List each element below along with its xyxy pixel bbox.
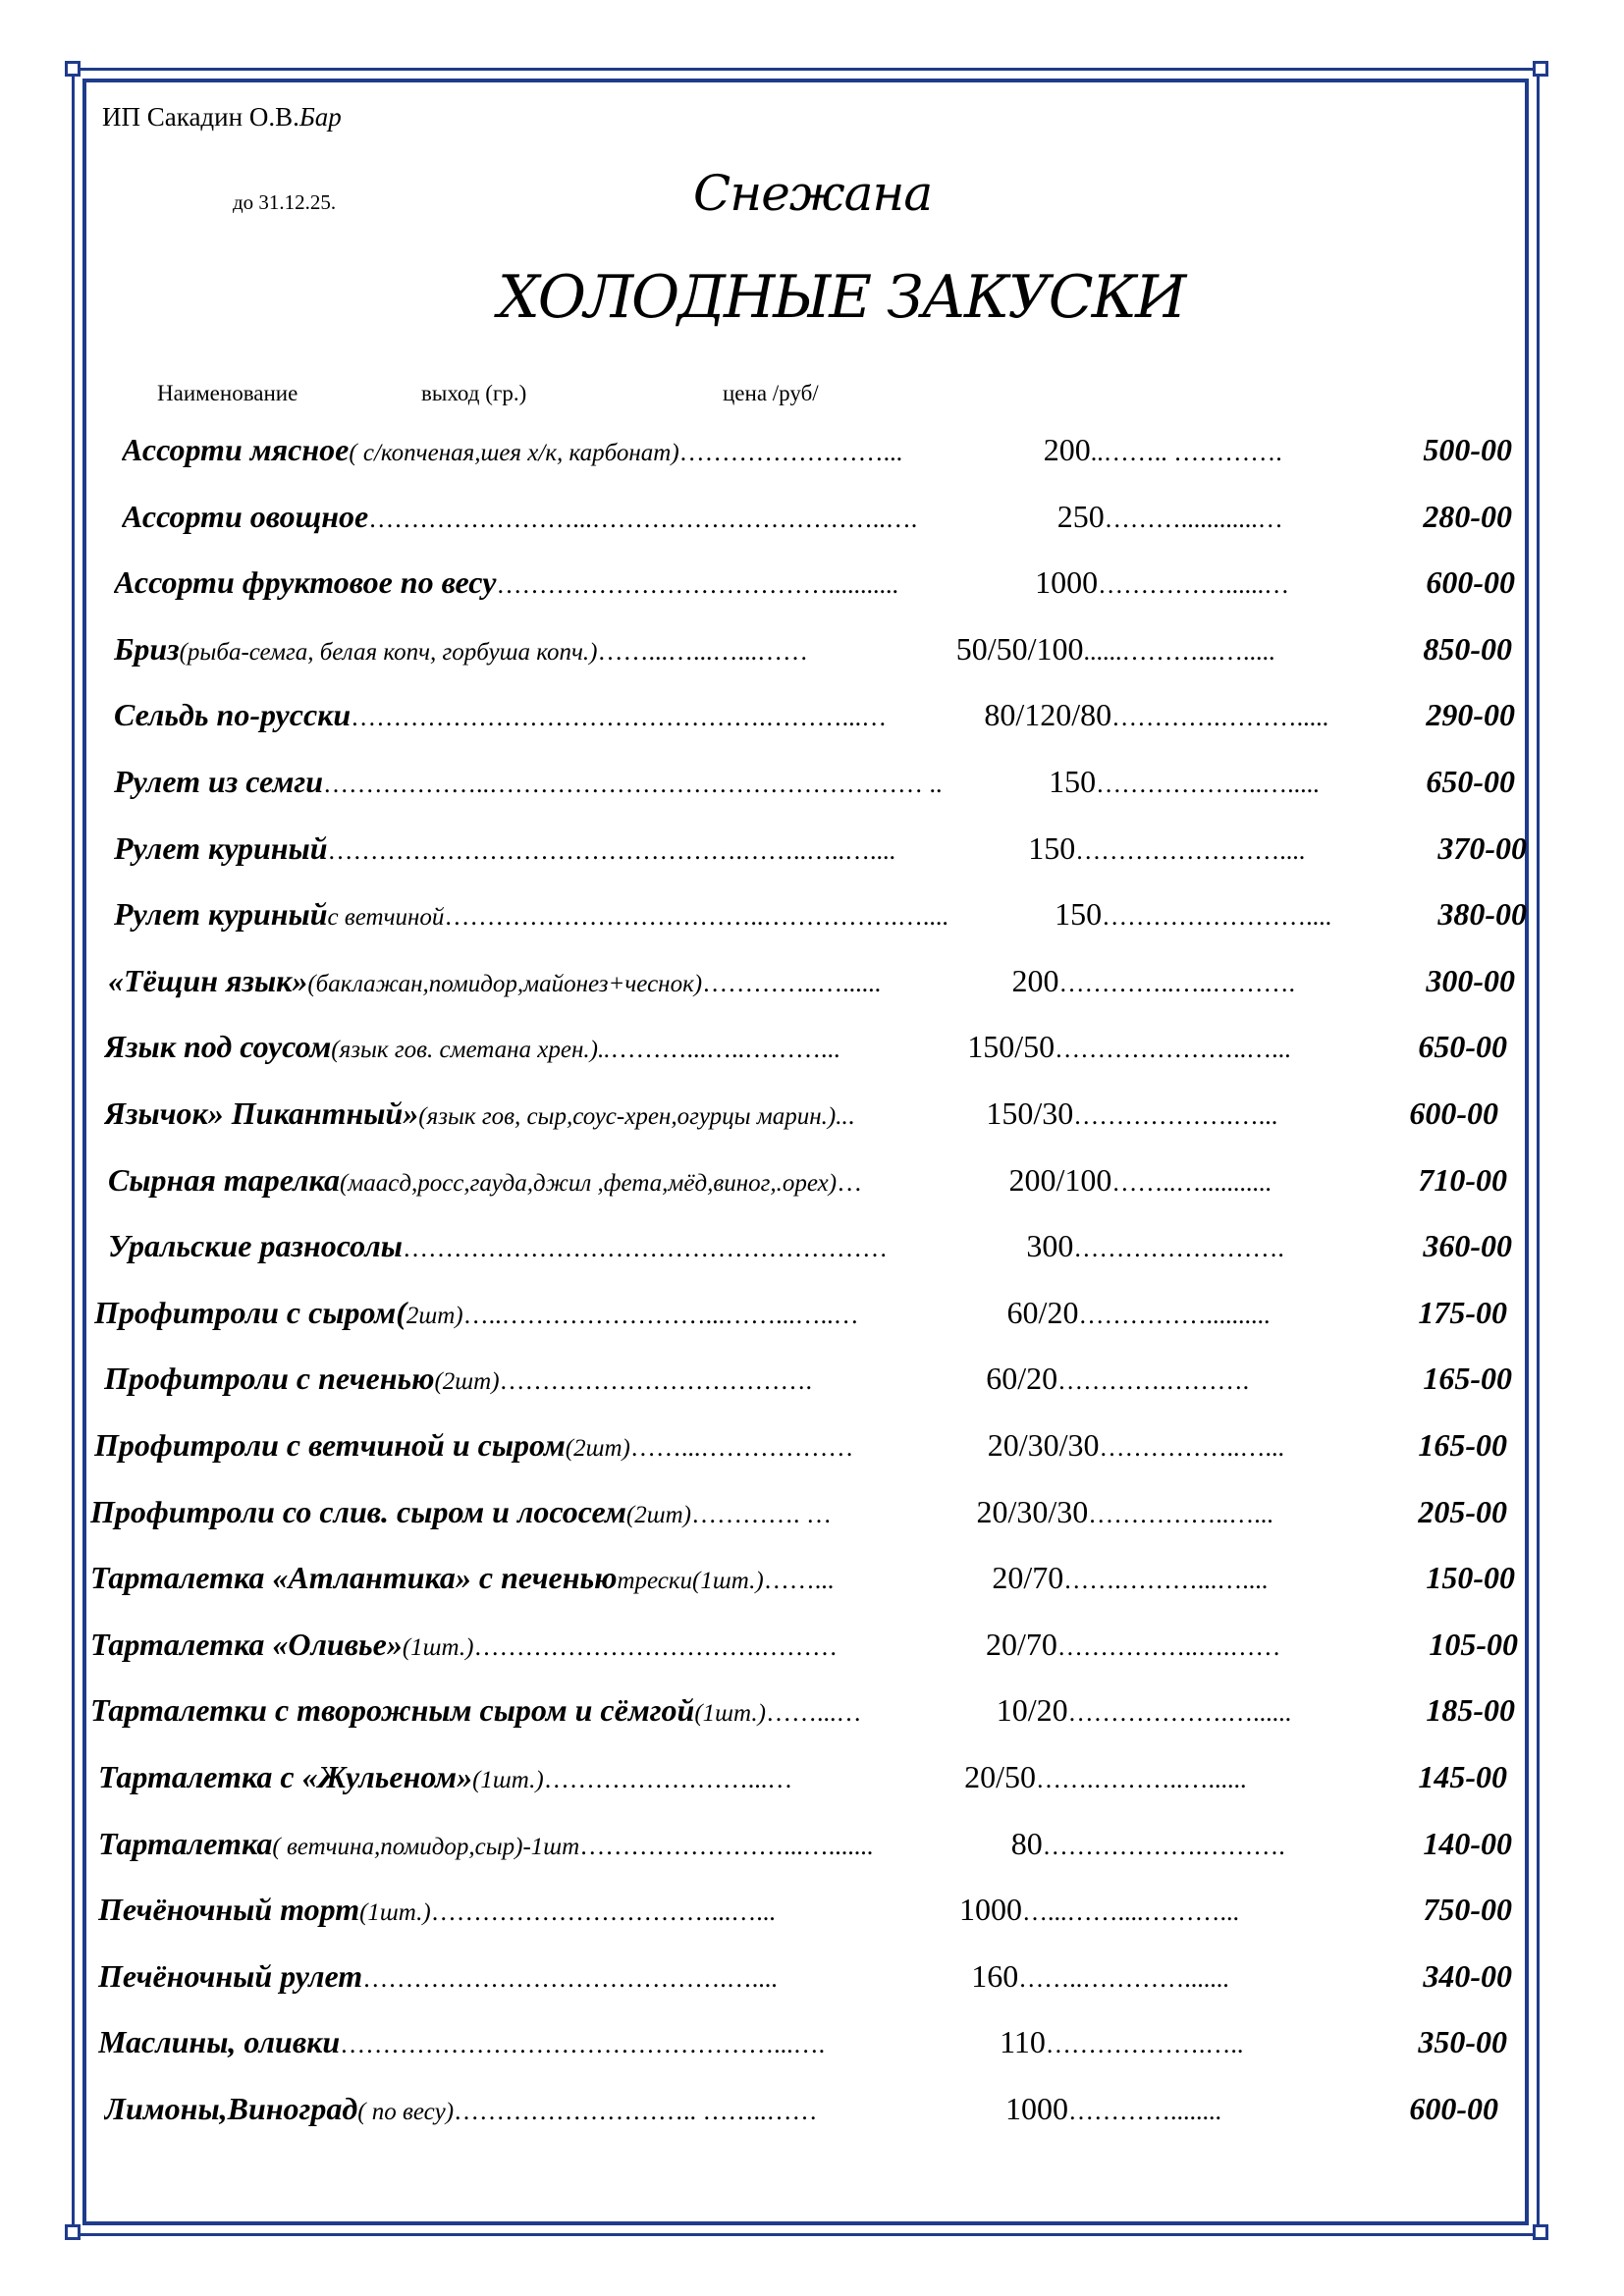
leader-dots: ……..…........... <box>1111 1168 1272 1197</box>
menu-item-row <box>90 1684 1515 1735</box>
item-price: 350-00 <box>1418 2024 1507 2059</box>
item-name: Печёночный торт <box>98 1892 360 1927</box>
item-weight: 20/50 <box>964 1759 1036 1794</box>
item-price: 370-00 <box>1437 830 1527 866</box>
leader-dots: ……………….………. <box>1042 1832 1285 1860</box>
item-description: ( по весу) <box>357 2099 455 2125</box>
leader-dots: ……………………………...…... <box>430 1897 776 1926</box>
menu-item-row <box>104 1088 1498 1139</box>
leader-dots: ……………………...……………………………..…. <box>368 505 918 533</box>
item-weight: 200 <box>1043 432 1091 467</box>
menu-item-row <box>114 689 1515 740</box>
item-price: 380-00 <box>1437 896 1527 932</box>
item-name: Профитроли со слив. сыром и лососем <box>90 1494 626 1529</box>
leader-dots: ………………..…………………………………………… .. <box>322 770 943 798</box>
menu-item-row <box>108 1154 1507 1205</box>
leader-dots: ......………...…..... <box>1083 637 1275 666</box>
leader-dots: ……………..….…… <box>1056 1632 1281 1661</box>
item-weight: 10/20 <box>996 1692 1068 1728</box>
leader-dots: …………........ <box>1067 2097 1221 2125</box>
item-price: 340-00 <box>1423 1958 1512 1994</box>
menu-item-row <box>90 1552 1515 1603</box>
item-weight: 150 <box>1049 764 1097 799</box>
leader-dots: ……………………...…....... <box>579 1832 874 1860</box>
item-name: Сельдь по-русски <box>114 697 352 732</box>
menu-item-row <box>114 888 1527 939</box>
menu-item-row <box>104 1021 1507 1072</box>
leader-dots: ………………………………………….……..…..….... <box>327 836 896 865</box>
menu-item-row <box>90 1619 1518 1670</box>
leader-dots: ……………………. <box>1073 1234 1284 1262</box>
valid-until: до 31.12.25. <box>233 190 337 214</box>
border-corner <box>1533 2224 1548 2240</box>
leader-dots: … <box>837 1168 863 1197</box>
item-description: (язык гов, сыр,соус-хрен,огурцы марин.).. <box>418 1103 848 1130</box>
leader-dots: …………………………………….….... <box>362 1964 778 1993</box>
border-corner <box>65 2224 81 2240</box>
item-weight: 20/30/30 <box>987 1427 1100 1463</box>
item-name: Ассорти фруктовое по весу <box>114 564 497 600</box>
column-price-header: цена /руб/ <box>723 381 819 405</box>
leader-dots: …...……....………... <box>1022 1897 1240 1926</box>
leader-dots: . <box>847 1101 855 1130</box>
owner-name: ИП Сакадин О.В. <box>102 102 299 132</box>
leader-dots: ……………......… <box>1098 570 1290 599</box>
menu-item-row <box>98 1751 1507 1802</box>
leader-dots: ………………………………..…………….….... <box>444 902 948 931</box>
item-weight: 20/30/30 <box>976 1494 1089 1529</box>
menu-item-row <box>98 1884 1512 1935</box>
leader-dots: ………………………………. <box>499 1366 813 1395</box>
item-price: 360-00 <box>1423 1228 1512 1263</box>
leader-dots: …….………..…...... <box>1035 1765 1247 1793</box>
item-price: 150-00 <box>1426 1560 1515 1595</box>
item-price: 650-00 <box>1418 1029 1507 1064</box>
leader-dots: …..……………………...……...…..… <box>462 1301 859 1329</box>
leader-dots: …………………………………........... <box>496 570 898 599</box>
leader-dots: ………………………………………….………...… <box>351 703 888 731</box>
border-corner <box>1533 61 1548 77</box>
item-name: Бриз <box>114 631 180 667</box>
item-description: (маасд,росс,гауда,джил ,фета,мёд,виног,.орех) <box>339 1170 838 1197</box>
leader-dots: ……………….…... <box>1073 1101 1278 1130</box>
item-weight: 60/20 <box>1006 1295 1079 1330</box>
brand-name: Снежана <box>693 165 933 222</box>
item-weight: 50/50/100 <box>955 631 1084 667</box>
leader-dots: ……………..…... <box>1099 1433 1284 1462</box>
menu-item-row <box>98 1818 1512 1869</box>
leader-dots: ………………..…..... <box>1096 770 1320 798</box>
menu-item-row <box>104 2083 1498 2134</box>
item-name: Тарталетка с «Жульеном» <box>98 1759 473 1794</box>
leader-dots: ……………………...… <box>543 1765 793 1793</box>
item-description: ( с/копченая,шея х/к, карбонат) <box>349 440 679 466</box>
item-weight: 150 <box>1055 896 1103 932</box>
item-name: Сырная тарелка <box>108 1162 340 1198</box>
leader-dots: ……………….….. <box>1045 2030 1244 2058</box>
item-weight: 1000 <box>959 1892 1023 1927</box>
item-name: Рулет куриный <box>114 896 328 932</box>
leader-dots: ……………….…...... <box>1067 1698 1292 1727</box>
menu-item-row <box>108 1220 1512 1271</box>
item-description: (рыба-семга, белая копч, горбуша копч.) <box>179 639 598 666</box>
leader-dots: ……………..…... <box>1088 1500 1273 1528</box>
leader-dots: ……………………………………………...…. <box>340 2030 826 2058</box>
leader-dots: …………….......... <box>1078 1301 1271 1329</box>
item-weight: 150/50 <box>967 1029 1056 1064</box>
item-weight: 20/70 <box>985 1627 1057 1662</box>
leader-dots: ……………………….. ……..…… <box>454 2097 818 2125</box>
item-weight: 160 <box>971 1958 1019 1994</box>
item-name: «Тёщин язык» <box>108 963 308 998</box>
item-name: Рулет куриный <box>114 830 328 866</box>
item-name: Ассорти овощное <box>122 499 369 534</box>
item-price: 300-00 <box>1426 963 1515 998</box>
item-name: Профитроли с ветчиной и сыром <box>94 1427 566 1463</box>
item-description: (баклажан,помидор,майонез+чеснок) <box>307 971 703 997</box>
item-name: Тарталетка «Атлантика» с печенью <box>90 1560 618 1595</box>
item-name: Тарталетки с творожным сыром и сёмгой <box>90 1692 695 1728</box>
leader-dots: …………. … <box>690 1500 832 1528</box>
item-description: (1шт.) <box>359 1899 431 1926</box>
item-description: (1шт.) <box>472 1767 544 1793</box>
menu-item-row <box>114 756 1515 807</box>
leader-dots: …………………….... <box>1102 902 1332 931</box>
item-name: Печёночный рулет <box>98 1958 363 1994</box>
item-price: 165-00 <box>1423 1361 1512 1396</box>
menu-item-row <box>122 424 1512 475</box>
venue-type: Бар <box>298 102 342 132</box>
item-description: с ветчиной <box>327 904 445 931</box>
menu-item-row <box>104 1353 1512 1404</box>
item-description: (2шт) <box>625 1502 691 1528</box>
item-price: 600-00 <box>1409 2091 1498 2126</box>
item-weight: 20/70 <box>992 1560 1064 1595</box>
leader-dots: ………….………..... <box>1111 703 1329 731</box>
menu-item-row <box>90 1486 1507 1537</box>
item-weight: 1000 <box>1004 2091 1068 2126</box>
leader-dots: ……...……………… <box>629 1433 854 1462</box>
item-price: 710-00 <box>1418 1162 1507 1198</box>
leader-dots: ………............… <box>1104 505 1283 533</box>
item-name: Маслины, оливки <box>98 2024 341 2059</box>
item-description: (1шт.) <box>402 1634 474 1661</box>
leader-dots: …………..…..………. <box>1058 969 1295 997</box>
menu-item-row <box>94 1287 1507 1338</box>
item-price: 185-00 <box>1426 1692 1515 1728</box>
item-name: Профитроли с сыром( <box>94 1295 406 1330</box>
item-weight: 200/100 <box>1008 1162 1112 1198</box>
item-description: (2шт) <box>565 1435 630 1462</box>
leader-dots: ………….………. <box>1057 1366 1250 1395</box>
item-price: 650-00 <box>1426 764 1515 799</box>
leader-dots: ……..…………....... <box>1018 1964 1229 1993</box>
column-name-header: Наименование <box>157 381 298 405</box>
item-description: (язык гов. сметана хрен.).. <box>331 1037 611 1063</box>
item-description: трески(1шт.) <box>617 1568 764 1594</box>
border-corner <box>65 61 81 77</box>
item-price: 750-00 <box>1423 1892 1512 1927</box>
leader-dots: ……...… <box>765 1698 862 1727</box>
owner-line <box>102 102 342 133</box>
item-price: 205-00 <box>1418 1494 1507 1529</box>
item-name: Язычок» Пикантный» <box>104 1095 419 1131</box>
item-weight: 250 <box>1056 499 1105 534</box>
item-weight: 300 <box>1026 1228 1074 1263</box>
item-name: Ассорти мясное <box>122 432 350 467</box>
item-description: ( ветчина,помидор,сыр)-1шт <box>272 1834 580 1860</box>
menu-item-row <box>114 823 1527 874</box>
menu-item-row <box>98 1950 1512 2002</box>
item-weight: 200 <box>1011 963 1059 998</box>
item-weight: 1000 <box>1035 564 1099 600</box>
item-description: (1шт.) <box>694 1700 766 1727</box>
leader-dots: ……………………... <box>678 438 903 466</box>
leader-dots: …………………..…... <box>1055 1035 1291 1063</box>
section-title: ХОЛОДНЫЕ ЗАКУСКИ <box>498 263 1185 332</box>
item-price: 600-00 <box>1409 1095 1498 1131</box>
item-name: Лимоны,Виноград <box>104 2091 358 2126</box>
item-price: 140-00 <box>1423 1826 1512 1861</box>
item-name: Рулет из семги <box>114 764 323 799</box>
item-price: 850-00 <box>1423 631 1512 667</box>
item-price: 500-00 <box>1423 432 1512 467</box>
item-price: 280-00 <box>1423 499 1512 534</box>
menu-item-row <box>114 557 1515 608</box>
menu-item-row <box>122 491 1512 542</box>
item-name: Тарталетка <box>98 1826 273 1861</box>
item-price: 175-00 <box>1418 1295 1507 1330</box>
item-price: 145-00 <box>1418 1759 1507 1794</box>
leader-dots: ……...…...…...…… <box>597 637 808 666</box>
menu-item-row <box>114 623 1512 674</box>
item-name: Тарталетка «Оливье» <box>90 1627 403 1662</box>
column-weight-header: выход (гр.) <box>421 381 527 405</box>
item-description: (2шт) <box>434 1368 500 1395</box>
item-description: 2шт) <box>406 1303 463 1329</box>
leader-dots: ………...…..………... <box>610 1035 840 1063</box>
item-weight: 80/120/80 <box>984 697 1112 732</box>
leader-dots: …….………...….... <box>1063 1566 1269 1594</box>
item-weight: 150 <box>1028 830 1076 866</box>
item-weight: 110 <box>1000 2024 1046 2059</box>
item-name: Язык под соусом <box>104 1029 332 1064</box>
item-weight: 150/30 <box>986 1095 1074 1131</box>
item-weight: 60/20 <box>986 1361 1058 1396</box>
leader-dots: …………………………….……… <box>473 1632 838 1661</box>
leader-dots: ……... <box>763 1566 835 1594</box>
menu-item-row <box>94 1419 1507 1470</box>
leader-dots: ..…….. …………. <box>1090 438 1282 466</box>
menu-item-row <box>98 2016 1507 2067</box>
item-name: Уральские разносолы <box>108 1228 403 1263</box>
item-weight: 80 <box>1010 1826 1043 1861</box>
item-price: 105-00 <box>1429 1627 1518 1662</box>
item-price: 290-00 <box>1426 697 1515 732</box>
item-name: Профитроли с печенью <box>104 1361 435 1396</box>
item-price: 165-00 <box>1418 1427 1507 1463</box>
leader-dots: …………..…...... <box>702 969 882 997</box>
leader-dots: ………………………………………………… <box>402 1234 888 1262</box>
leader-dots: …………………….... <box>1075 836 1306 865</box>
menu-item-row <box>108 955 1515 1006</box>
item-price: 600-00 <box>1426 564 1515 600</box>
